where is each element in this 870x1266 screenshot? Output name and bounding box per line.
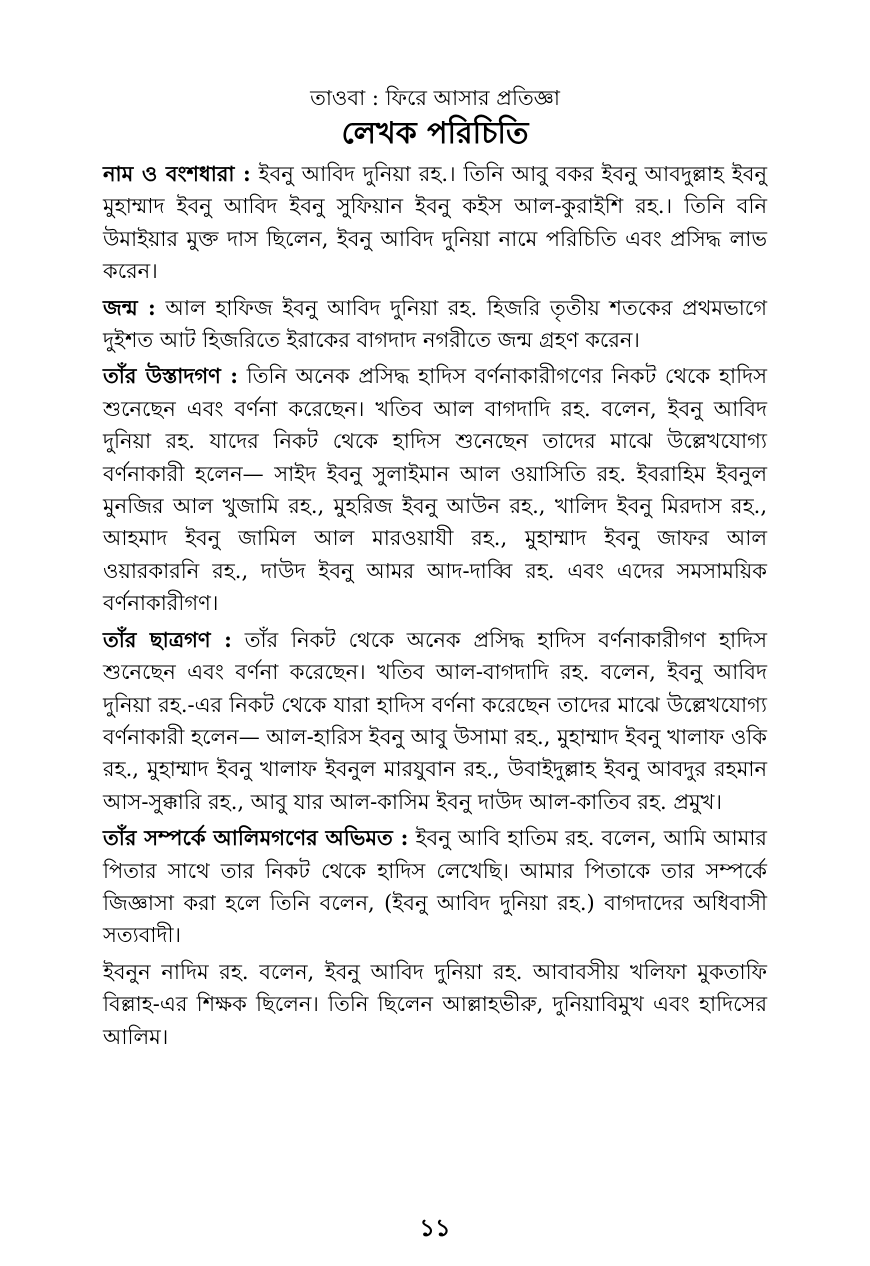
section-students <box>103 624 767 818</box>
running-title: তাওবা : ফিরে আসার প্রতিজ্ঞা <box>310 86 560 110</box>
section-heading: তাঁর ছাত্রগণ : <box>103 626 232 652</box>
section-text: তাঁর নিকট থেকে অনেক প্রসিদ্ধ হাদিস বর্ণনাকারীগণ হাদিস শুনেছেন এবং বর্ণনা করেছেন। খতিব আল-বাগদাদি রহ. বলেন, ইবনু আবিদ দুনিয়া রহ.-এর নিকট থেকে যারা হাদিস বর্ণনা করেছেন তাদের মাঝে উল্লেখযোগ্য বর্ণনাকারী হলেন— আল-হারিস ইবনু আবু উসামা রহ., মুহাম্মাদ ইবনু খালাফ ওকি রহ., মুহাম্মাদ ইবনু খালাফ ইবনুল মারযুবান রহ., উবাইদুল্লাহ ইবনু আবদুর রহমান আস-সুক্কারি রহ., আবু যার আল-কাসিম ইবনু দাউদ আল-কাতিব রহ. প্রমুখ। <box>103 627 767 814</box>
section-teachers <box>103 360 767 619</box>
section-text: ইবনুন নাদিম রহ. বলেন, ইবনু আবিদ দুনিয়া রহ. আবাবসীয় খলিফা মুকতাফি বিল্লাহ-এর শিক্ষক ছিলেন। তিনি ছিলেন আল্লাহভীরু, দুনিয়াবিমুখ এবং হাদিসের আলিম। <box>103 959 767 1049</box>
section-scholars-opinion <box>103 822 767 952</box>
section-text: তিনি অনেক প্রসিদ্ধ হাদিস বর্ণনাকারীগণের নিকট থেকে হাদিস শুনেছেন এবং বর্ণনা করেছেন। খতিব আল বাগদাদি রহ. বলেন, ইবনু আবিদ দুনিয়া রহ. যাদের নিকট থেকে হাদিস শুনেছেন তাদের মাঝে উল্লেখযোগ্য বর্ণনাকারী হলেন— সাইদ ইবনু সুলাইমান আল ওয়াসিতি রহ. ইবরাহিম ইবনুল মুনজির আল খুজামি রহ., মুহরিজ ইবনু আউন রহ., খালিদ ইবনু মিরদাস রহ., আহমাদ ইবনু জামিল আল মারওয়াযী রহ., মুহাম্মাদ ইবনু জাফর আল ওয়ারকারনি রহ., দাউদ ইবনু আমর আদ-দাব্বি রহ. এবং এদের সমসাময়িক বর্ণনাকারীগণ। <box>103 364 767 616</box>
section-name-lineage <box>103 158 767 288</box>
section-text: ইবনু আবি হাতিম রহ. বলেন, আমি আমার পিতার সাথে তার নিকট থেকে হাদিস লেখেছি। আমার পিতাকে তার সম্পর্কে জিজ্ঞাসা করা হলে তিনি বলেন, (ইবনু আবিদ দুনিয়া রহ.) বাগদাদের অধিবাসী সত্যবাদী। <box>103 826 767 948</box>
section-text: ইবনু আবিদ দুনিয়া রহ.। তিনি আবু বকর ইবনু আবদুল্লাহ ইবনু মুহাম্মাদ ইবনু আবিদ ইবনু সুফিয়ান ইবনু কইস আল-কুরাইশি রহ.। তিনি বনি উমাইয়ার মুক্ত দাস ছিলেন, ইবনু আবিদ দুনিয়া নামে পরিচিতি এবং প্রসিদ্ধ লাভ করেন। <box>103 162 767 284</box>
section-heading: তাঁর সম্পর্কে আলিমগণের অভিমত : <box>103 825 409 851</box>
chapter-title: লেখক পরিচিতি <box>341 116 529 151</box>
section-heading: জন্ম : <box>103 294 156 320</box>
section-text: আল হাফিজ ইবনু আবিদ দুনিয়া রহ. হিজরি তৃতীয় শতকের প্রথমভাগে দুইশত আট হিজরিতে ইরাকের বাগদাদ নগরীতে জন্ম গ্রহণ করেন। <box>103 295 768 353</box>
section-birth <box>103 292 767 357</box>
section-heading: নাম ও বংশধারা : <box>103 161 251 186</box>
page-number: ১১ <box>419 1213 451 1242</box>
page-body <box>103 84 767 1057</box>
section-ibn-nadim-quote <box>103 956 767 1053</box>
section-heading: তাঁর উস্তাদগণ : <box>103 363 238 389</box>
